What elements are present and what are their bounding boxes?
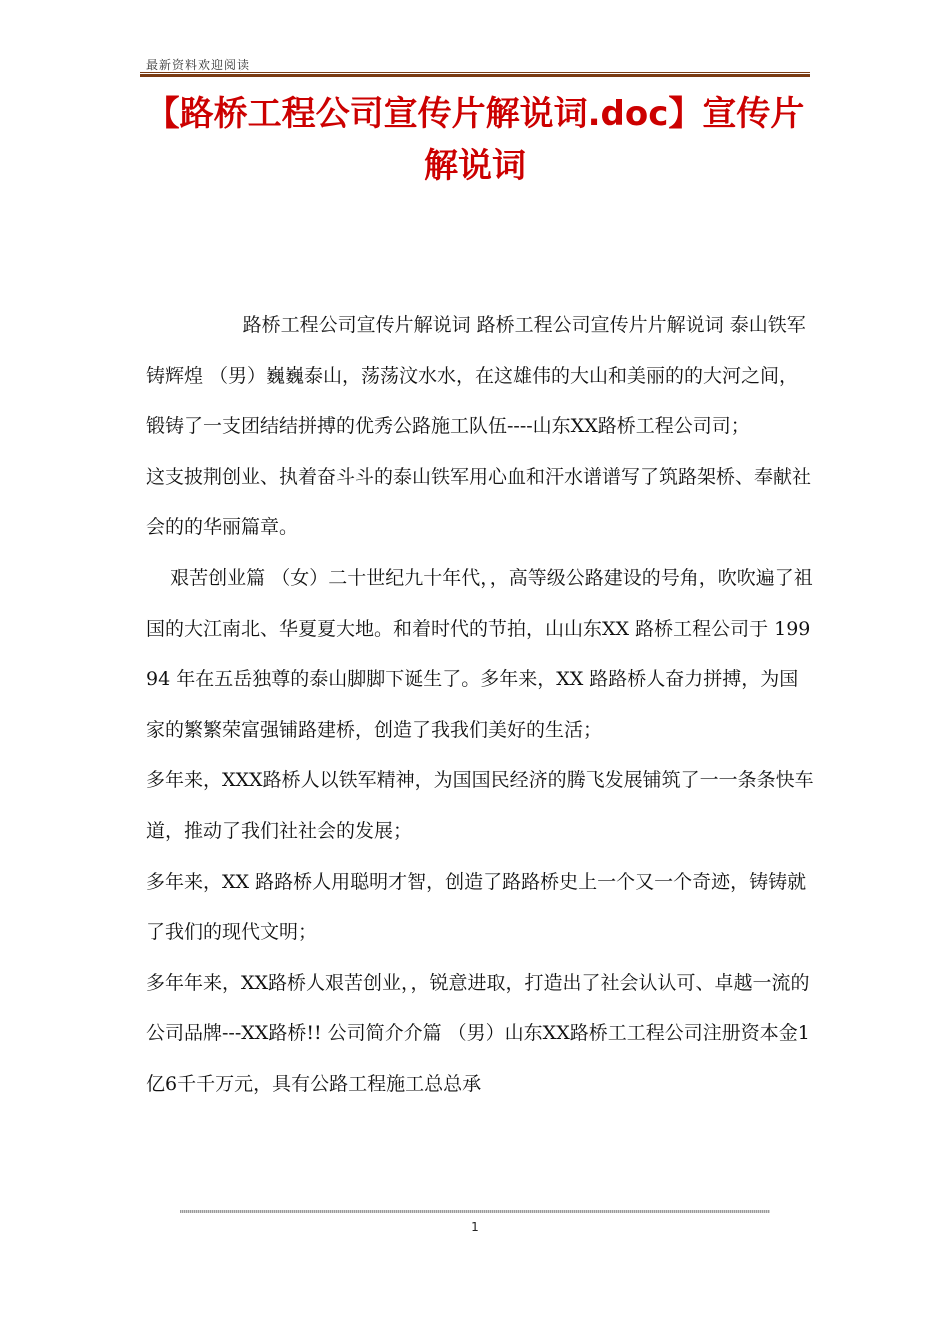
- paragraph-brand: 多年年来，XX路桥人艰苦创业，，锐意进取，打造出了社会认认可、卓越一流的公司品牌---XX路桥!! 公司简介介篇 （男）山东XX路桥工工程公司注册资本金1亿6千千万元，具有公路工程施工总总承: [146, 971, 810, 1095]
- paragraph-wisdom: 多年来，XX 路路桥人用聪明才智，创造了路路桥史上一个又一个奇迹，铸铸就了我们的现代文明；: [146, 870, 807, 944]
- paragraph-hardship: 艰苦创业篇 （女）二十世纪九十年代，，高等级公路建设的号角，吹吹遍了祖国的大江南北、华夏夏大地。和着时代的节拍，山山东XX 路桥工程公司于 19994 年在五岳独尊的泰山脚脚下诞生了。多年来，XX 路路桥人奋力拼搏，为国家的繁繁荣富强铺路建桥，创造了我我们美好的生活；: [146, 566, 813, 741]
- page-number: 1: [471, 1220, 479, 1234]
- paragraph-expressway: 多年来，XXX路桥人以铁军精神，为国国民经济的腾飞发展铺筑了一一条条快车道，推动了我们社社会的发展；: [146, 769, 814, 842]
- paragraph-intro: 路桥工程公司宣传片解说词 路桥工程公司宣传片片解说词 泰山铁军铸辉煌 （男）巍巍泰山，荡荡汶水水，在这雄伟的大山和美丽的的大河之间，锻铸了一支团结结拼搏的优秀公路施工队伍----山东XX路桥工程公司司；: [146, 314, 806, 438]
- header-divider: [140, 72, 810, 73]
- header-divider-thick: [140, 74, 810, 77]
- paragraph-dedication: 这支披荆创业、执着奋斗斗的泰山铁军用心血和汗水谱谱写了筑路架桥、奉献社会的的华丽篇章。: [146, 465, 812, 539]
- document-title: 【路桥工程公司宣传片解说词.doc】宣传片解说词: [145, 94, 805, 186]
- document-body: [146, 300, 814, 1110]
- header-text: 最新资料欢迎阅读: [146, 58, 251, 72]
- footer-divider: [180, 1210, 770, 1213]
